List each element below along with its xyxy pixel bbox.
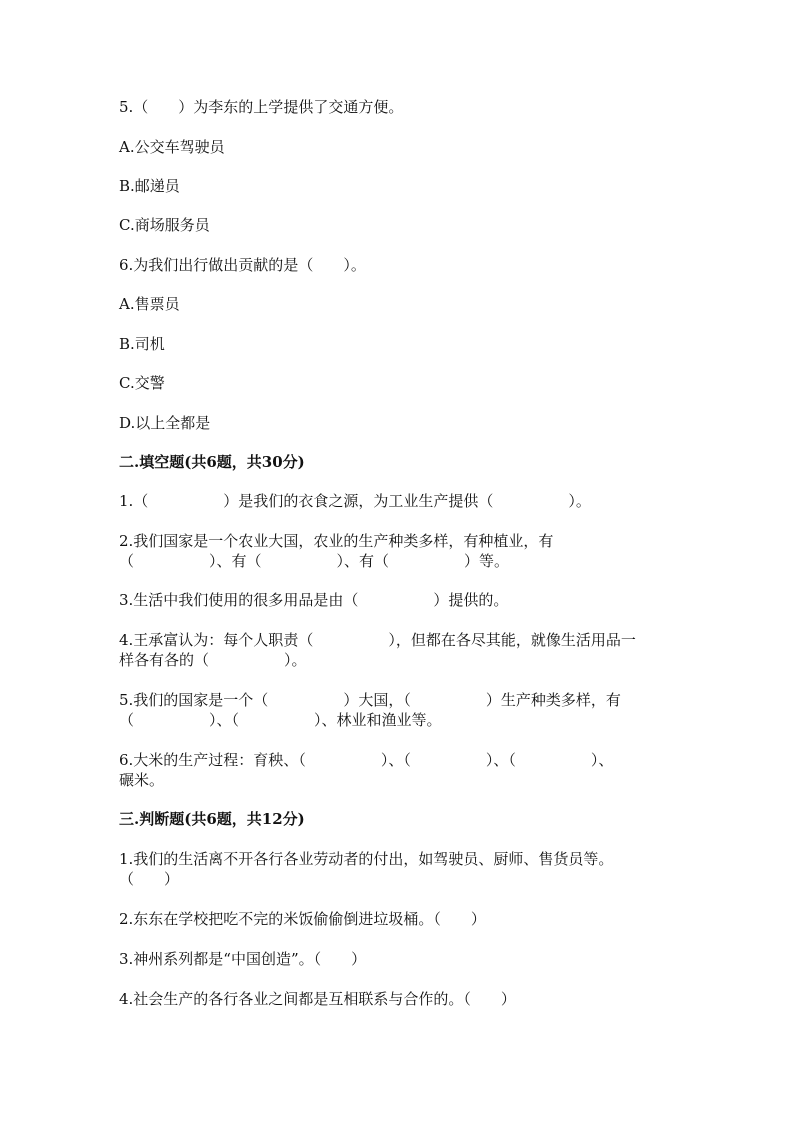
fill-question-1: 1.（ ）是我们的衣食之源，为工业生产提供（ ）。 <box>119 492 591 510</box>
fill-question-5-line-1: 5.我们的国家是一个（ ）大国，（ ）生产种类多样，有 <box>119 691 621 709</box>
question-6-option-d: D.以上全都是 <box>119 414 211 432</box>
judge-question-1-line-2: （ ） <box>119 870 180 888</box>
question-6-option-c: C.交警 <box>119 374 165 392</box>
judge-question-1-line-1: 1.我们的生活离不开各行各业劳动者的付出，如驾驶员、厨师、售货员等。 <box>119 850 614 868</box>
fill-question-4-line-1: 4.王承富认为：每个人职责（ ），但都在各尽其能，就像生活用品一 <box>119 631 636 649</box>
question-5-option-c: C.商场服务员 <box>119 216 210 234</box>
question-6-option-b: B.司机 <box>119 335 165 353</box>
question-5-stem: 5.（ ）为李东的上学提供了交通方便。 <box>119 98 404 116</box>
judge-question-2: 2.东东在学校把吃不完的米饭偷偷倒进垃圾桶。（ ） <box>119 910 486 928</box>
section-3-heading: 三.判断题(共6题，共12分) <box>119 810 305 828</box>
fill-question-2-line-1: 2.我们国家是一个农业大国，农业的生产种类多样，有种植业，有 <box>119 532 554 550</box>
fill-question-4-line-2: 样各有各的（ ）。 <box>119 651 307 669</box>
question-5-option-a: A.公交车驾驶员 <box>119 138 225 156</box>
section-2-heading: 二.填空题(共6题，共30分) <box>119 453 305 471</box>
judge-question-3: 3.神州系列都是“中国创造”。（ ） <box>119 950 367 968</box>
fill-question-2-line-2: （ ）、有（ ）、有（ ）等。 <box>119 552 510 570</box>
fill-question-3: 3.生活中我们使用的很多用品是由（ ）提供的。 <box>119 591 509 609</box>
fill-question-5-line-2: （ ）、（ ）、林业和渔业等。 <box>119 711 442 729</box>
fill-question-6-line-2: 碾米。 <box>119 771 165 789</box>
fill-question-6-line-1: 6.大米的生产过程：育秧、（ ）、（ ）、（ ）、 <box>119 751 614 769</box>
judge-question-4: 4.社会生产的各行各业之间都是互相联系与合作的。（ ） <box>119 990 516 1008</box>
question-6-stem: 6.为我们出行做出贡献的是（ ）。 <box>119 256 366 274</box>
question-5-option-b: B.邮递员 <box>119 177 180 195</box>
question-6-option-a: A.售票员 <box>119 295 180 313</box>
